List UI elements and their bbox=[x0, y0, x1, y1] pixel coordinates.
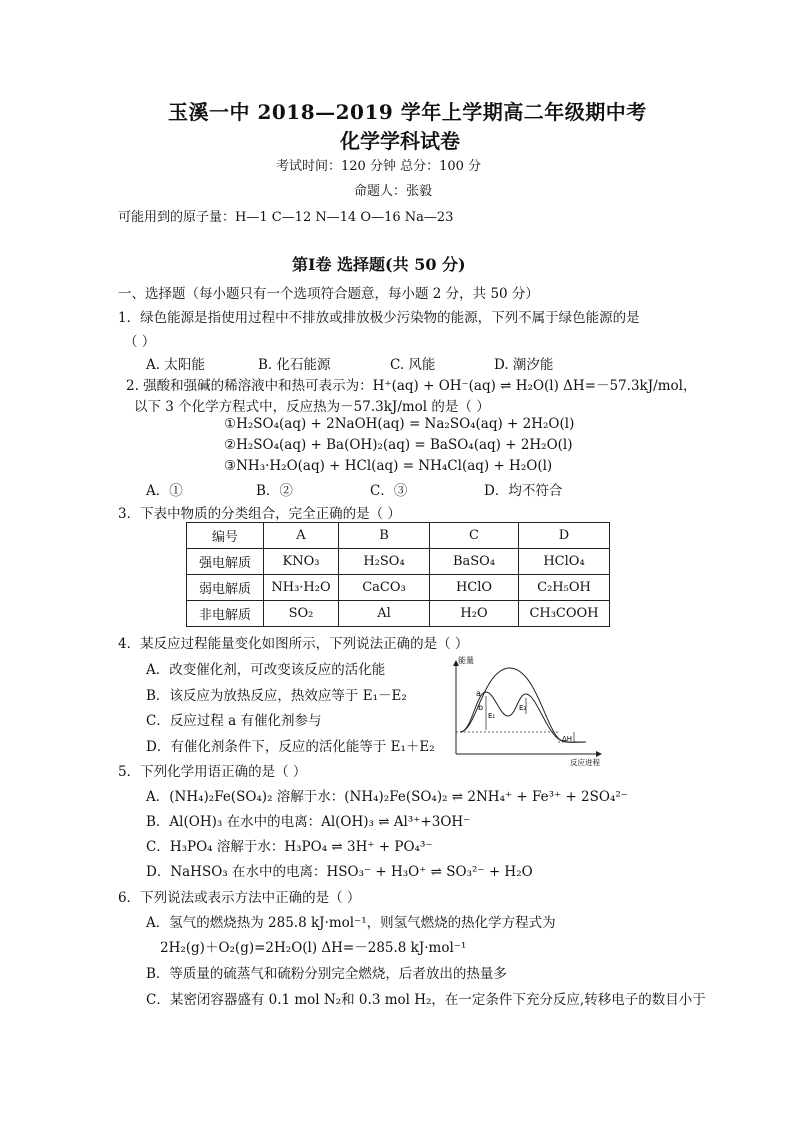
table-cell: CH₃COOH bbox=[519, 601, 610, 627]
label-e1: E₁ bbox=[488, 712, 496, 720]
q2-eq1: ①H₂SO₄(aq) + 2NaOH(aq) = Na₂SO₄(aq) + 2H₂O(l) bbox=[224, 416, 575, 432]
table-cell: H₂O bbox=[430, 601, 519, 627]
q6-option-c: C．某密闭容器盛有 0.1 mol N₂和 0.3 mol H₂，在一定条件下充分反应,转移电子的数目小于 bbox=[146, 992, 706, 1008]
section-instructions: 一、选择题（每小题只有一个选项符合题意，每小题 2 分，共 50 分） bbox=[118, 286, 539, 302]
table-cell: 强电解质 bbox=[187, 549, 264, 575]
q2-option-a: A．① bbox=[146, 483, 183, 499]
label-b: b bbox=[478, 703, 484, 712]
table-cell: SO₂ bbox=[264, 601, 339, 627]
q2-option-b: B．② bbox=[256, 483, 293, 499]
q3-stem: 3．下表中物质的分类组合，完全正确的是（ ） bbox=[118, 506, 401, 522]
label-dh: ΔH bbox=[562, 735, 573, 743]
table-cell: KNO₃ bbox=[264, 549, 339, 575]
table-row bbox=[187, 601, 610, 627]
q5-option-a: A．(NH₄)₂Fe(SO₄)₂ 溶解于水：(NH₄)₂Fe(SO₄)₂ ⇌ 2NH₄⁺ + Fe³⁺ + 2SO₄²⁻ bbox=[146, 789, 628, 805]
exam-info: 考试时间：120 分钟 总分：100 分 bbox=[276, 159, 482, 174]
q5-option-b: B．Al(OH)₃ 在水中的电离：Al(OH)₃ ⇌ Al³⁺+3OH⁻ bbox=[146, 814, 471, 830]
q6-option-a-line1: A．氢气的燃烧热为 285.8 kJ·mol⁻¹，则氢气燃烧的热化学方程式为 bbox=[146, 915, 556, 931]
table-header-cell: 编号 bbox=[187, 523, 264, 549]
q2-option-c: C．③ bbox=[370, 483, 408, 499]
exam-author: 命题人：张毅 bbox=[354, 184, 433, 199]
q1-paren: （ ） bbox=[124, 334, 156, 350]
table-cell: CaCO₃ bbox=[339, 575, 430, 601]
q1-stem: 1．绿色能源是指使用过程中不排放或排放极少污染物的能源，下列不属于绿色能源的是 bbox=[118, 310, 640, 326]
table-header-row bbox=[187, 523, 610, 549]
exam-title: 玉溪一中 2018—2019 学年上学期高二年级期中考 bbox=[168, 100, 647, 124]
exam-subtitle: 化学学科试卷 bbox=[340, 129, 460, 153]
q6-stem: 6．下列说法或表示方法中正确的是（ ） bbox=[118, 890, 361, 906]
table-cell: 弱电解质 bbox=[187, 575, 264, 601]
q1-option-d: D. 潮汐能 bbox=[494, 357, 554, 373]
q1-option-b: B. 化石能源 bbox=[258, 357, 331, 373]
table-cell: HClO bbox=[430, 575, 519, 601]
q4-option-c: C．反应过程 a 有催化剂参与 bbox=[146, 713, 322, 729]
q2-option-d: D．均不符合 bbox=[484, 483, 563, 499]
q1-option-c: C. 风能 bbox=[390, 357, 436, 373]
section-title: 第Ⅰ卷 选择题(共 50 分) bbox=[292, 255, 466, 274]
table-row bbox=[187, 549, 610, 575]
table-cell: 非电解质 bbox=[187, 601, 264, 627]
q5-stem: 5．下列化学用语正确的是（ ） bbox=[118, 764, 307, 780]
table-cell: C₂H₅OH bbox=[519, 575, 610, 601]
q4-stem: 4．某反应过程能量变化如图所示，下列说法正确的是（ ） bbox=[118, 636, 469, 652]
q2-eq3: ③NH₃·H₂O(aq) + HCl(aq) = NH₄Cl(aq) + H₂O(l) bbox=[224, 458, 553, 474]
x-axis-label: 反应进程 bbox=[570, 758, 600, 767]
q2-eq2: ②H₂SO₄(aq) + Ba(OH)₂(aq) = BaSO₄(aq) + 2H₂O(l) bbox=[224, 437, 573, 453]
label-e2: E₂ bbox=[519, 704, 527, 712]
q5-option-d: D．NaHSO₃ 在水中的电离：HSO₃⁻ + H₃O⁺ ⇌ SO₃²⁻ + H₂O bbox=[146, 864, 533, 880]
q6-option-b: B．等质量的硫蒸气和硫粉分别完全燃烧，后者放出的热量多 bbox=[146, 966, 507, 982]
energy-diagram bbox=[446, 652, 612, 768]
q4-option-d: D．有催化剂条件下，反应的活化能等于 E₁＋E₂ bbox=[146, 739, 435, 755]
x-axis-arrow-icon bbox=[596, 751, 602, 757]
table-cell: H₂SO₄ bbox=[339, 549, 430, 575]
q5-option-c: C．H₃PO₄ 溶解于水：H₃PO₄ ⇌ 3H⁺ + PO₄³⁻ bbox=[146, 839, 433, 855]
table-cell: NH₃·H₂O bbox=[264, 575, 339, 601]
table-header-cell: D bbox=[519, 523, 610, 549]
q2-stem2: 以下 3 个化学方程式中，反应热为－57.3kJ/mol 的是（ ） bbox=[134, 399, 490, 415]
table-row bbox=[187, 575, 610, 601]
table-header-cell: A bbox=[264, 523, 339, 549]
table-cell: HClO₄ bbox=[519, 549, 610, 575]
atomic-masses: 可能用到的原子量：H—1 C—12 N—14 O—16 Na—23 bbox=[118, 210, 454, 225]
q4-option-b: B．该反应为放热反应，热效应等于 E₁－E₂ bbox=[146, 688, 407, 704]
q6-option-a-line2: 2H₂(g)＋O₂(g)=2H₂O(l) ΔH=－285.8 kJ·mol⁻¹ bbox=[160, 940, 467, 956]
table-cell: BaSO₄ bbox=[430, 549, 519, 575]
table-header-cell: C bbox=[430, 523, 519, 549]
q4-option-a: A．改变催化剂，可改变该反应的活化能 bbox=[146, 662, 386, 678]
y-axis-label: 能量 bbox=[458, 656, 474, 665]
q1-option-a: A. 太阳能 bbox=[146, 357, 205, 373]
table-cell: Al bbox=[339, 601, 430, 627]
table-header-cell: B bbox=[339, 523, 430, 549]
label-a: a bbox=[476, 689, 481, 698]
classification-table bbox=[186, 522, 610, 627]
q2-stem: 2. 强酸和强碱的稀溶液中和热可表示为：H⁺(aq) + OH⁻(aq) ⇌ H₂O(l) ΔH=－57.3kJ/mol， bbox=[126, 378, 697, 394]
